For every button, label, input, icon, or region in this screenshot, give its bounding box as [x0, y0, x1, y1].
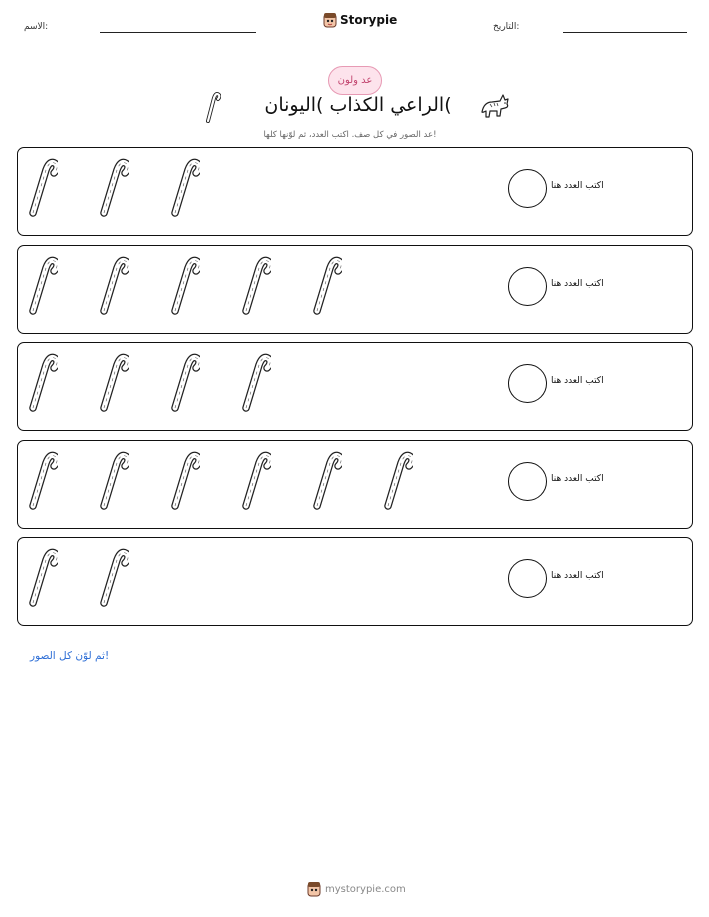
candy-cane-icon [28, 254, 58, 320]
wolf-icon [478, 90, 512, 122]
answer-circle[interactable] [508, 364, 547, 403]
page-title: الراعي الكذاب )اليونان( [264, 94, 452, 116]
candy-cane-icon [28, 546, 58, 612]
answer-circle[interactable] [508, 169, 547, 208]
date-label: التاريخ: [493, 22, 520, 32]
name-field-line[interactable] [100, 32, 256, 33]
site-url: mystorypie.com [325, 883, 406, 895]
answer-label: اكتب العدد هنا [551, 181, 604, 191]
answer-circle[interactable] [508, 462, 547, 501]
candy-cane-icon [205, 90, 221, 124]
candy-cane-icon [28, 156, 58, 222]
candy-cane-icon [99, 156, 129, 222]
candy-cane-icon [28, 351, 58, 417]
answer-label: اكتب العدد هنا [551, 474, 604, 484]
counting-row [17, 245, 693, 334]
coloring-note: ثم لوّن كل الصور! [30, 650, 110, 662]
candy-cane-icon [241, 449, 271, 515]
storypie-mascot-icon [323, 12, 337, 28]
answer-circle[interactable] [508, 559, 547, 598]
candy-cane-icon [170, 156, 200, 222]
candy-cane-icon [99, 351, 129, 417]
counting-row [17, 440, 693, 529]
name-label: الاسم: [24, 22, 49, 32]
candy-cane-icon [170, 254, 200, 320]
answer-label: اكتب العدد هنا [551, 376, 604, 386]
date-field-line[interactable] [563, 32, 687, 33]
counting-row [17, 342, 693, 431]
candy-cane-icon [99, 546, 129, 612]
candy-cane-icon [170, 449, 200, 515]
counting-row [17, 537, 693, 626]
candy-cane-icon [28, 449, 58, 515]
candy-cane-icon [99, 254, 129, 320]
answer-circle[interactable] [508, 267, 547, 306]
activity-badge: عد ولون [328, 66, 382, 95]
storypie-mascot-icon [307, 881, 321, 897]
site-footer [307, 881, 406, 897]
candy-cane-icon [241, 254, 271, 320]
candy-cane-icon [312, 254, 342, 320]
answer-label: اكتب العدد هنا [551, 571, 604, 581]
brand-logo [323, 12, 397, 28]
candy-cane-icon [99, 449, 129, 515]
brand-name: Storypie [340, 13, 398, 27]
candy-cane-icon [312, 449, 342, 515]
candy-cane-icon [383, 449, 413, 515]
candy-cane-icon [170, 351, 200, 417]
candy-cane-icon [241, 351, 271, 417]
answer-label: اكتب العدد هنا [551, 279, 604, 289]
instructions: عد الصور في كل صف. اكتب العدد، ثم لوّنها كلها! [263, 130, 437, 140]
counting-row [17, 147, 693, 236]
